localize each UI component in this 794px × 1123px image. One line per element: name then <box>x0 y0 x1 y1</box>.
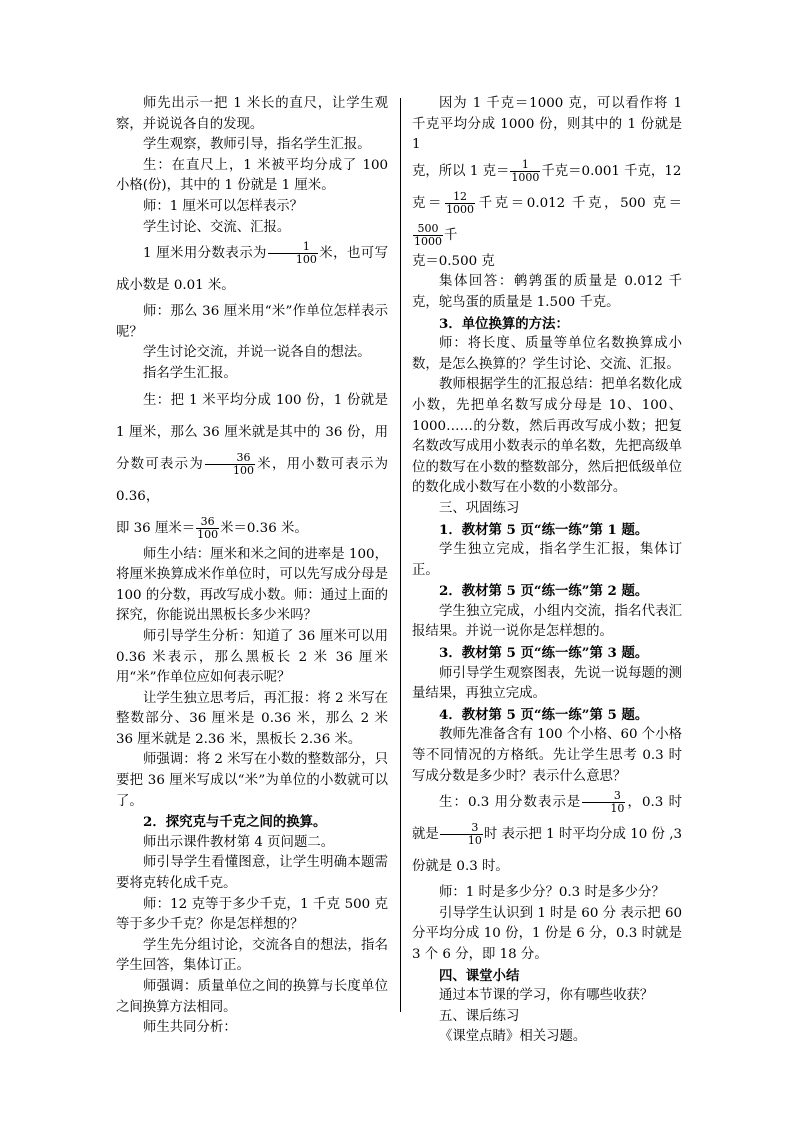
paragraph: 学生先分组讨论，交流各自的想法，指名学生回答，集体订正。 <box>116 937 388 974</box>
paragraph: 2．教材第 5 页“练一练”第 2 题。 <box>439 583 649 600</box>
fraction-numerator: 1 <box>510 159 540 172</box>
text-run: 即 36 厘米＝ <box>116 520 196 536</box>
text-run: 1 厘米用分数表示为 <box>143 246 267 262</box>
fraction-numerator: 36 <box>196 516 219 529</box>
paragraph: 克＝0.500 克 <box>412 253 495 269</box>
paragraph: 4．教材第 5 页“练一练”第 5 题。 <box>439 706 649 723</box>
right-column <box>412 94 682 1048</box>
paragraph: 四、课堂小结 <box>439 967 520 984</box>
text-run: 千克＝0.012 千克，500 克＝ <box>476 195 682 211</box>
paragraph: 因为 1 千克＝1000 克，可以看作将 1 千克平均分成 1000 份，则其中的 1 份就是 1 <box>412 96 682 153</box>
text-run: 克，所以 1 克＝ <box>412 163 510 179</box>
text-run: 时 表示把 1 时平均分成 10 份 ,3 份就是 0.3 时。 <box>412 827 682 875</box>
paragraph: 让学生独立思考后，再汇报：将 2 米写在整数部分、36 厘米是 0.36 米，那么 2 米 36 厘米就是 2.36 米，黑板长 2.36 米。 <box>116 690 388 747</box>
text-run: 米，也可写成小数是 0.01 米。 <box>116 246 389 294</box>
text-run: 米＝0.36 米。 <box>220 520 308 536</box>
fraction <box>268 241 318 266</box>
text-run: 生：把 1 米平均分成 100 份，1 份就是 1 厘米，那么 36 厘米就是其中的 36 份，用分数可表示为 <box>116 392 388 472</box>
fraction-denominator: 100 <box>233 463 254 477</box>
paragraph: 师：12 克等于多少千克，1 千克 500 克等于多少千克？你是怎样想的？ <box>116 896 388 933</box>
paragraph <box>116 513 388 545</box>
paragraph <box>412 787 682 883</box>
paragraph: 引导学生认识到 1 时是 60 分 表示把 60 分平均分成 10 份，1 份是 6 分，0.3 时就是 3 个 6 分，即 18 分。 <box>412 905 682 962</box>
fraction-numerator: 3 <box>582 790 625 803</box>
paragraph: 师：1 时是多少分？0.3 时是多少分？ <box>439 885 665 901</box>
fraction-denominator: 1000 <box>414 234 442 248</box>
fraction-denominator: 10 <box>467 834 482 848</box>
paragraph: 3．单位换算的方法： <box>439 315 569 332</box>
paragraph: 教师先准备含有 100 个小格、60 个小格等不同情况的方格纸。先让学生思考 0.3 时写成分数是多少时？表示什么意思？ <box>412 727 682 784</box>
fraction <box>205 452 255 477</box>
paragraph: 指名学生汇报。 <box>143 365 237 381</box>
paragraph: 师：将长度、质量等单位名数换算成小数，是怎么换算的？学生讨论、交流、汇报。 <box>412 336 682 372</box>
text-run: ，0.3 时就是 <box>412 795 682 843</box>
fraction <box>445 191 475 216</box>
paragraph: 师出示课件教材第 4 页问题二。 <box>143 834 335 850</box>
paragraph: 通过本节课的学习，你有哪些收获？ <box>439 988 654 1004</box>
fraction-denominator: 100 <box>295 253 317 267</box>
paragraph: 学生独立完成，指名学生汇报，集体订正。 <box>412 542 682 578</box>
text-run: 克＝ <box>412 195 445 211</box>
paragraph: 2．探究克与千克之间的换算。 <box>143 814 327 831</box>
fraction-denominator: 1000 <box>446 202 475 216</box>
fraction-denominator: 100 <box>197 527 219 541</box>
paragraph: 师：那么 36 厘米用“米”作单位怎样表示呢？ <box>116 304 388 340</box>
left-column <box>116 94 388 1039</box>
fraction-denominator: 10 <box>610 802 625 816</box>
fraction-numerator: 1 <box>268 241 318 254</box>
paragraph <box>116 385 388 513</box>
text-run: 米，用小数可表示为 0.36， <box>116 456 388 504</box>
paragraph: 学生独立完成，小组内交流，指名代表汇报结果。并说一说你是怎样想的。 <box>412 603 682 640</box>
paragraph: 学生观察，教师引导，指名学生汇报。 <box>143 137 371 153</box>
paragraph <box>412 188 682 252</box>
paragraph: 集体回答：鹌鹑蛋的质量是 0.012 千克，鸵鸟蛋的质量是 1.500 千克。 <box>412 274 682 310</box>
text-run: 千 <box>444 227 458 243</box>
fraction <box>582 790 625 815</box>
fraction <box>413 223 443 248</box>
paragraph: 三、巩固练习 <box>439 500 520 516</box>
text-run: 生：0.3 用分数表示是 <box>439 795 582 811</box>
paragraph: 师引导学生观察图表，先说一说每题的测量结果，再独立完成。 <box>412 665 682 702</box>
fraction-numerator: 3 <box>440 822 483 835</box>
paragraph: 五、课后练习 <box>439 1008 520 1024</box>
text-run: 千克＝0.001 千克，12 <box>541 163 682 179</box>
paragraph: 师强调：质量单位之间的换算与长度单位之间换算方法相同。 <box>116 979 388 1015</box>
paragraph: 师生小结：厘米和米之间的进率是 100，将厘米换算成米作单位时，可以先写成分母是 100 的分数，再改写成小数。师：通过上面的探究，你能说出黑板长多少米吗？ <box>116 546 388 624</box>
paragraph <box>116 238 388 302</box>
fraction-numerator: 500 <box>413 223 443 236</box>
paragraph: 生：在直尺上，1 米被平均分成了 100 小格(份)，其中的 1 份就是 1 厘米。 <box>116 157 388 194</box>
paragraph: 师强调：将 2 米写在小数的整数部分，只要把 36 厘米写成以“米”为单位的小数就可以了。 <box>116 752 388 809</box>
paragraph: 师生共同分析： <box>143 1020 237 1036</box>
paragraph: 学生讨论交流，并说一说各自的想法。 <box>143 345 371 361</box>
paragraph: 1．教材第 5 页“练一练”第 1 题。 <box>439 521 649 538</box>
fraction <box>440 822 483 847</box>
paragraph: 3．教材第 5 页“练一练”第 3 题。 <box>439 645 649 662</box>
paragraph: 师引导学生看懂图意，让学生明确本题需要将克转化成千克。 <box>116 855 388 892</box>
paragraph <box>412 156 682 188</box>
fraction-numerator: 36 <box>205 452 255 465</box>
paragraph: 教师根据学生的汇报总结：把单名数化成小数，先把单名数写成分母是 10、100、1000……的分数，然后再改写成小数；把复名数改写成用小数表示的单名数，先把高级单位的数写在小数的整数部分，然后把低级单位的数化成小数写在小数的小数部分。 <box>412 377 682 496</box>
fraction-denominator: 1000 <box>511 170 540 184</box>
fraction <box>196 516 219 541</box>
fraction <box>510 159 540 184</box>
paragraph: 师：1 厘米可以怎样表示？ <box>143 198 304 214</box>
paragraph: 师先出示一把 1 米长的直尺，让学生观察，并说说各自的发现。 <box>116 96 388 132</box>
paragraph: 学生讨论、交流、汇报。 <box>143 219 291 235</box>
fraction-numerator: 12 <box>445 191 475 204</box>
column-divider <box>400 98 401 1012</box>
paragraph: 《课堂点睛》相关习题。 <box>439 1029 587 1045</box>
paragraph: 师引导学生分析：知道了 36 厘米可以用 0.36 米表示，那么黑板长 2 米 36 厘米用“米”作单位应如何表示呢？ <box>116 628 388 686</box>
